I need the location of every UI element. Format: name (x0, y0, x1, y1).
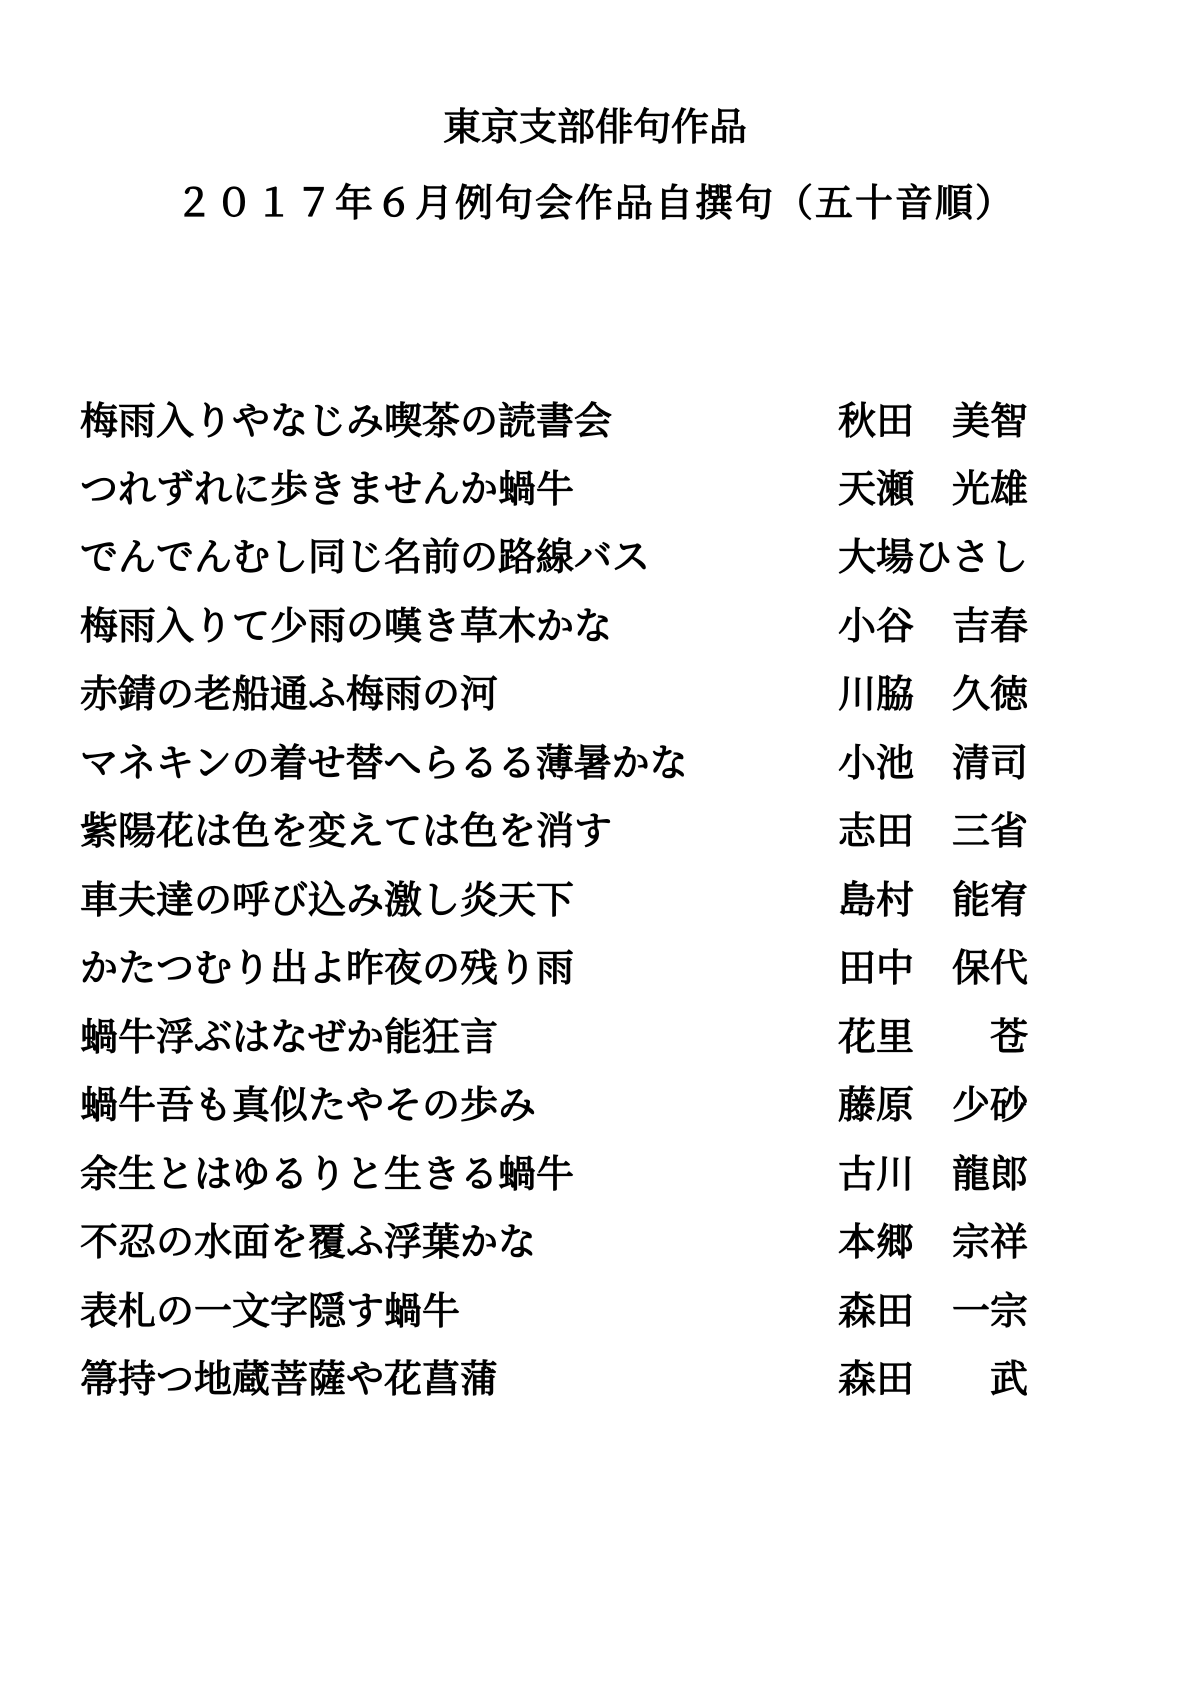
haiku-author: 島村 能宥 (838, 877, 1029, 922)
haiku-text: 蝸牛浮ぶはなぜか能狂言 (80, 1014, 499, 1059)
page-title: 東京支部俳句作品 (442, 104, 747, 149)
haiku-entry (0, 869, 1190, 929)
haiku-author: 森田 一宗 (838, 1288, 1029, 1333)
page-subtitle: ２０１７年６月例句会作品自撰句（五十音順） (174, 180, 1015, 225)
haiku-text: マネキンの着せ替へらるる薄暑かな (80, 740, 688, 785)
haiku-entry (0, 1143, 1190, 1203)
haiku-author: 古川 龍郎 (838, 1151, 1029, 1196)
haiku-author: 花里 苍 (838, 1014, 1029, 1059)
haiku-entry (0, 1348, 1190, 1408)
haiku-entry (0, 663, 1190, 723)
haiku-text: 蝸牛吾も真似たやその歩み (80, 1082, 537, 1127)
haiku-text: かたつむり出よ昨夜の残り雨 (80, 945, 575, 990)
haiku-text: 余生とはゆるりと生きる蝸牛 (80, 1151, 575, 1196)
haiku-author: 藤原 少砂 (838, 1082, 1029, 1127)
haiku-author: 天瀬 光雄 (838, 466, 1029, 511)
haiku-entry (0, 1006, 1190, 1066)
haiku-text: 箒持つ地蔵菩薩や花菖蒲 (80, 1356, 499, 1401)
haiku-author: 小谷 吉春 (838, 603, 1029, 648)
haiku-text: 表札の一文字隠す蝸牛 (80, 1288, 461, 1333)
haiku-entry (0, 800, 1190, 860)
haiku-text: 梅雨入りやなじみ喫茶の読書会 (80, 398, 613, 443)
haiku-entry (0, 1280, 1190, 1340)
haiku-entry (0, 1074, 1190, 1134)
haiku-text: つれずれに歩きませんか蝸牛 (80, 466, 575, 511)
haiku-author: 小池 清司 (838, 740, 1029, 785)
haiku-text: 紫陽花は色を変えては色を消す (80, 808, 613, 853)
haiku-author: 本郷 宗祥 (838, 1219, 1029, 1264)
haiku-text: でんでんむし同じ名前の路線バス (80, 534, 651, 579)
haiku-entry (0, 1211, 1190, 1271)
haiku-text: 不忍の水面を覆ふ浮葉かな (80, 1219, 537, 1264)
haiku-author: 川脇 久徳 (838, 671, 1029, 716)
haiku-entry (0, 732, 1190, 792)
haiku-entry (0, 458, 1190, 518)
haiku-author: 田中 保代 (838, 945, 1029, 990)
haiku-entry (0, 390, 1190, 450)
haiku-author: 大場ひさし (838, 534, 1029, 579)
haiku-text: 車夫達の呼び込み激し炎天下 (80, 877, 575, 922)
haiku-author: 森田 武 (838, 1356, 1029, 1401)
haiku-entry (0, 595, 1190, 655)
haiku-text: 梅雨入りて少雨の嘆き草木かな (80, 603, 613, 648)
haiku-entry (0, 526, 1190, 586)
haiku-author: 志田 三省 (838, 808, 1029, 853)
haiku-text: 赤錆の老船通ふ梅雨の河 (80, 671, 499, 716)
haiku-entry (0, 937, 1190, 997)
haiku-author: 秋田 美智 (838, 398, 1029, 443)
